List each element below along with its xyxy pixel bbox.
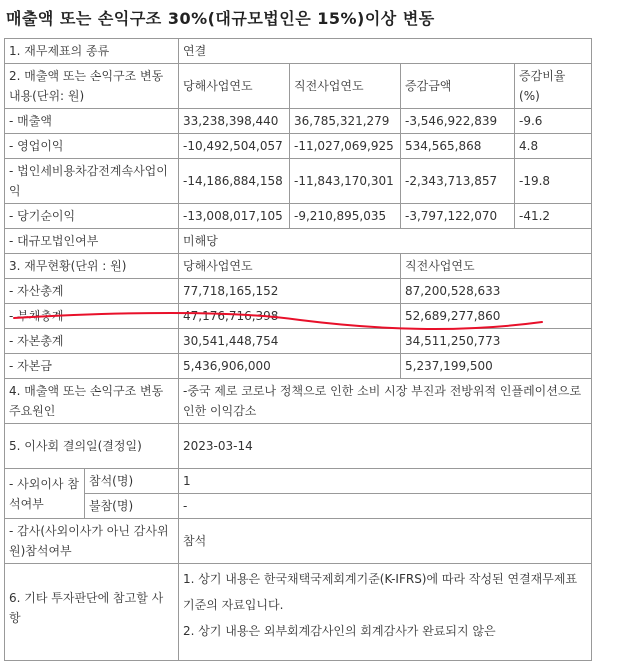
note-line: 2. 상기 내용은 외부회계감사인의 회계감사가 완료되지 않은 bbox=[183, 624, 496, 638]
table-row bbox=[5, 159, 592, 204]
cell: 5,237,199,500 bbox=[401, 354, 592, 379]
cell: -19.8 bbox=[515, 159, 592, 204]
other-label: 6. 기타 투자판단에 참고할 사항 bbox=[9, 591, 164, 625]
sub-label: 참석(명) bbox=[85, 469, 179, 494]
cell: -3,546,922,839 bbox=[401, 109, 515, 134]
table-row bbox=[5, 229, 592, 254]
row-label: - 부채총계 bbox=[5, 304, 179, 329]
table-row bbox=[5, 519, 592, 564]
row-value: - bbox=[179, 494, 592, 519]
table-row bbox=[5, 134, 592, 159]
row-label: - 자산총계 bbox=[5, 279, 179, 304]
cell: 5,436,906,000 bbox=[179, 354, 401, 379]
row-label: - 당기순이익 bbox=[5, 204, 179, 229]
row-label: - 대규모법인여부 bbox=[5, 229, 179, 254]
disclosure-table bbox=[4, 38, 592, 661]
row-label: - 매출액 bbox=[5, 109, 179, 134]
table-row bbox=[5, 469, 592, 494]
row-label: 5. 이사회 결의일(결정일) bbox=[5, 424, 179, 469]
table-row bbox=[5, 424, 592, 469]
cell: 47,176,716,398 bbox=[179, 304, 401, 329]
cell: -10,492,504,057 bbox=[179, 134, 290, 159]
cell: 87,200,528,633 bbox=[401, 279, 592, 304]
table-row bbox=[5, 64, 592, 109]
table-row bbox=[5, 564, 592, 661]
row-label: - 법인세비용차감전계속사업이익 bbox=[5, 159, 179, 204]
table-row bbox=[5, 354, 592, 379]
cell: -41.2 bbox=[515, 204, 592, 229]
cell: -11,843,170,301 bbox=[290, 159, 401, 204]
note-line: 1. 상기 내용은 한국채택국제회계기준(K-IFRS)에 따라 작성된 연결재무제표 기준의 자료입니다. bbox=[183, 572, 578, 612]
table-row bbox=[5, 39, 592, 64]
cell: 534,565,868 bbox=[401, 134, 515, 159]
cell: -2,343,713,857 bbox=[401, 159, 515, 204]
table-row bbox=[5, 204, 592, 229]
row-value: -중국 제로 코로나 정책으로 인한 소비 시장 부진과 전방위적 인플레이션으로 인한 이익감소 bbox=[179, 379, 592, 424]
table-row bbox=[5, 254, 592, 279]
column-header: 당해사업연도 bbox=[179, 254, 401, 279]
column-header: 직전사업연도 bbox=[290, 64, 401, 109]
cell: 34,511,250,773 bbox=[401, 329, 592, 354]
row-value: 1 bbox=[179, 469, 592, 494]
row-value: 연결 bbox=[179, 39, 592, 64]
row-label: 1. 재무제표의 종류 bbox=[5, 39, 179, 64]
row-value: 2023-03-14 bbox=[179, 424, 592, 469]
row-label: - 사외이사 참석여부 bbox=[5, 469, 85, 519]
table-row bbox=[5, 279, 592, 304]
row-label bbox=[5, 564, 179, 661]
column-header: 증감비율 (%) bbox=[515, 64, 592, 109]
table-row bbox=[5, 109, 592, 134]
table-row bbox=[5, 304, 592, 329]
row-label: - 영업이익 bbox=[5, 134, 179, 159]
cell: 77,718,165,152 bbox=[179, 279, 401, 304]
cell: -11,027,069,925 bbox=[290, 134, 401, 159]
row-value: 참석 bbox=[179, 519, 592, 564]
cell: -3,797,122,070 bbox=[401, 204, 515, 229]
cell: 36,785,321,279 bbox=[290, 109, 401, 134]
cell: 30,541,448,754 bbox=[179, 329, 401, 354]
cell: -9,210,895,035 bbox=[290, 204, 401, 229]
column-header: 직전사업연도 bbox=[401, 254, 592, 279]
cell: -9.6 bbox=[515, 109, 592, 134]
table-row bbox=[5, 494, 592, 519]
cell: -14,186,884,158 bbox=[179, 159, 290, 204]
row-label: 4. 매출액 또는 손익구조 변동 주요원인 bbox=[5, 379, 179, 424]
row-label: - 자본금 bbox=[5, 354, 179, 379]
table-row bbox=[5, 379, 592, 424]
sub-label: 불참(명) bbox=[85, 494, 179, 519]
column-header: 증감금액 bbox=[401, 64, 515, 109]
row-label: - 감사(사외이사가 아닌 감사위원)참석여부 bbox=[5, 519, 179, 564]
row-value: 미해당 bbox=[179, 229, 592, 254]
table-row bbox=[5, 329, 592, 354]
row-label: 3. 재무현황(단위 : 원) bbox=[5, 254, 179, 279]
row-label: - 자본총계 bbox=[5, 329, 179, 354]
column-header: 당해사업연도 bbox=[179, 64, 290, 109]
row-value bbox=[179, 564, 592, 661]
cell: -13,008,017,105 bbox=[179, 204, 290, 229]
row-label: 2. 매출액 또는 손익구조 변동내용(단위: 원) bbox=[5, 64, 179, 109]
page-title: 매출액 또는 손익구조 30%(대규모법인은 15%)이상 변동 bbox=[6, 9, 435, 28]
cell: 52,689,277,860 bbox=[401, 304, 592, 329]
cell: 4.8 bbox=[515, 134, 592, 159]
cell: 33,238,398,440 bbox=[179, 109, 290, 134]
